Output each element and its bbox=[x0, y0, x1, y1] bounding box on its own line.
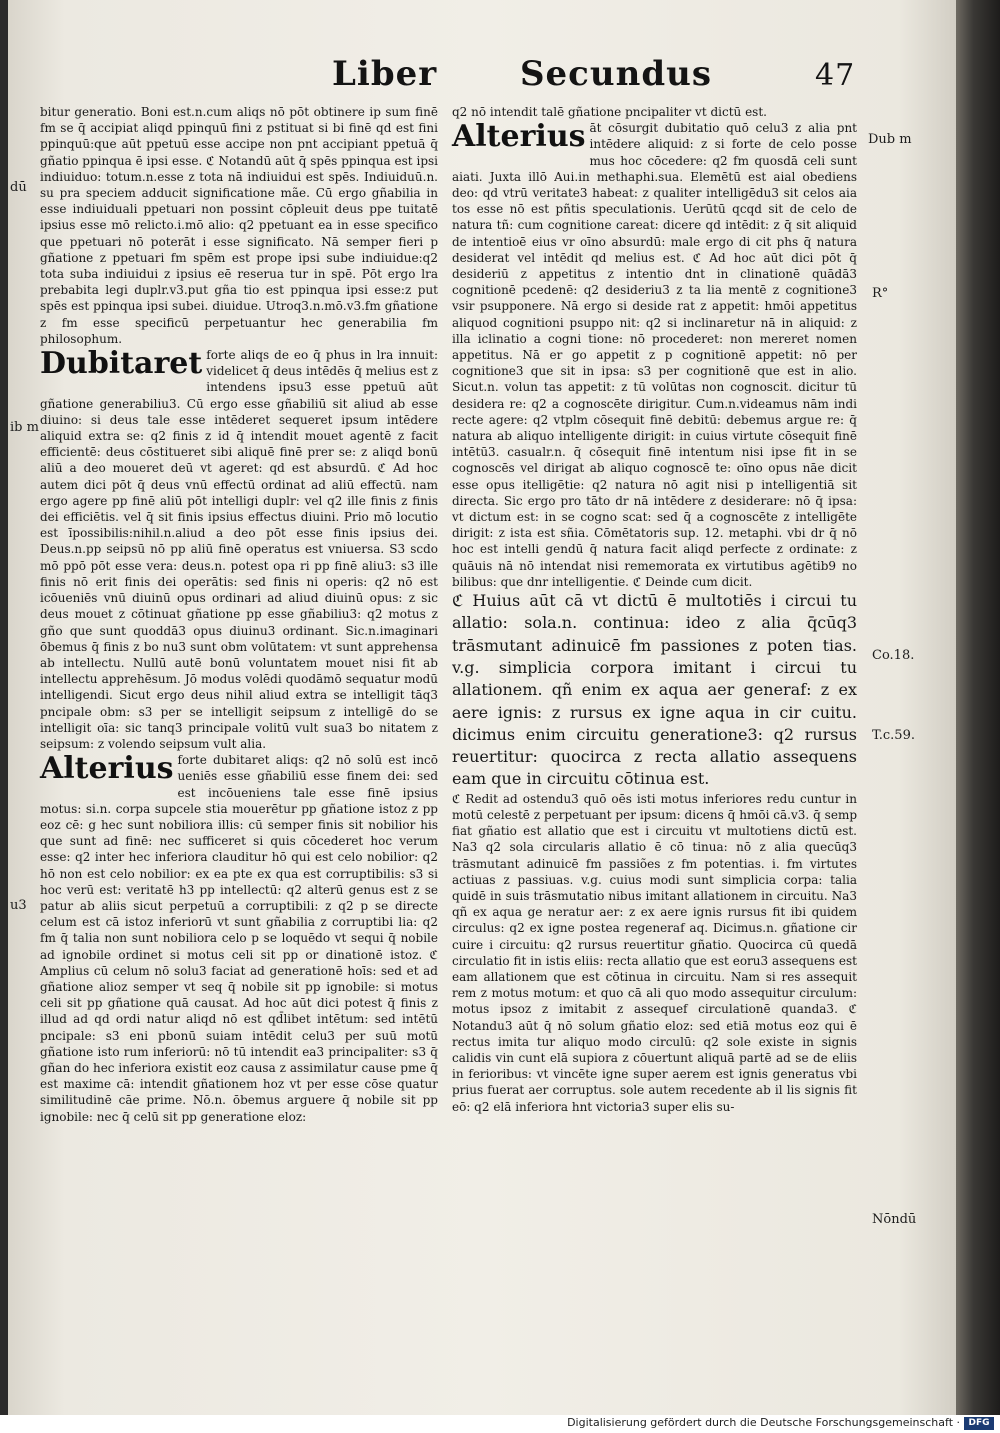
marginal-note: u3 bbox=[10, 898, 27, 913]
marginal-note: R° bbox=[872, 286, 889, 301]
book-edge-left bbox=[0, 0, 8, 1415]
marginal-note: Nōndū bbox=[872, 1212, 917, 1227]
display-initial-alterius: Alterius bbox=[40, 751, 174, 787]
paragraph bbox=[40, 752, 438, 1125]
paragraph bbox=[452, 120, 857, 590]
paragraph bbox=[40, 347, 438, 752]
paragraph-body: forte aliqs de eo q̄ phus in lra innuit: videlicet q̄ deus intēdēs q̄ melius est z intendens ipsu3 esse ppetuū aūt gñatione generabiliu3. Cū ergo esse gñabiliū sit aliud ab esse diuino: si deus tale esse intēderet sequeret ipsum intēdere aliquid extra se: q2 finis z id q̄ intendit mouet agentē z facit efficientē: deus cōstitueret sibi aliquē finē prer se: z aliqd bonū aliū a deo moueret deū vt ageret: qd est absurdū. ℭ Ad hoc autem dici pōt q̄ deus vnū effectū ordinat ad aliū effectū. nam ergo agere pp finē aliū pōt intelligi duplr: vel q2 ille finis z finis dei efficiētis. vel q̄ sit finis ipsius effectus diuini. Prio mō locutio est īpossibilis:nihil.n.aliud a deo pōt esse finis ipsius dei. Deus.n.pp seipsū nō pp aliū finē operatus est vniuersa. S3 scdo mō ppō pōt esse vera: deus.n. potest opa ri pp finē aliu3: s3 ille finis nō erit finis dei operātis: sed finis ni operis: q2 nō est icōueniēs vnū diuinū opus ordinari ad aliud diuinū opus: z sic deus mouet z cōtinuat gñatione pp esse gñabiliu3: q2 motus z gño que sunt quoddā3 opus diuinu3 ordinant. Sic.n.imaginari ōbemus q̄ finis z bo nu3 sunt obm volūtatem: vt sunt apprehensa ab intellectu. Nullū autē bonū voluntatem mouet nisi fit ab intellectu apprehēsum. Jō modus volēdi quodāmō sequatur modū intelligendi. Sicut ergo deus nihil aliud extra se intelligit tāq3 pncipale obm: s3 per se intelligit seipsum z intelligē do se intelligit oīa: sic tanq3 principale volitū vult sua3 bo nitatem z seipsum: z volendo seipsum vult alia. bbox=[40, 348, 438, 751]
paragraph: bitur generatio. Boni est.n.cum aliqs nō pōt obtinere ip sum finē fm se q̄ accipiat aliqd ppinquū fini z pstituat si bi finē qd est fini ppinquū:que aūt ppetuū esse accipe non pnt accipiant ppetuā q̄ gñatio ppinqua ē ipsi esse. ℭ Notandū aūt q̄ spēs ppinqua est ipsi indiuiduo: totum.n.esse z tota nā indiuidui est spēs. Indiuiduū.n. su pra speciem adducit significatione mãe. Cū ergo gñabilia in esse indiuiduali ppetuari non possint cōpleuit deus ppe tuitatē ipsius esse mō relicto.i.mō alio: q2 ppetuant ea in esse specifico que ppetuari nō poterāt i esse significato. Nā semper fieri p gñatione z ppetuari fm spēm est prope ipsi sube indiuidue:q2 tota suba indiuidui z ipsius eē reserua tur in spē. Pōt ergo lra prebabita legi duplr.v3.put gña tio est ppinqua ipsi esse:z put spēs est ppinqua ipsi subei. diuidue. Utroq3.n.mō.v3.fm gñatione z fm esse specificū perpetuantur hec generabilia fm philosophum. bbox=[40, 105, 438, 346]
marginal-note: dū bbox=[10, 180, 27, 195]
paragraph: q2 nō intendit talē gñatione pncipaliter vt dictū est. bbox=[452, 105, 767, 119]
text-column-left bbox=[40, 104, 438, 1125]
marginal-note: Co.18. bbox=[872, 648, 915, 663]
page-number: 47 bbox=[815, 58, 856, 93]
paragraph-body: āt cōsurgit dubitatio quō celu3 z alia pnt intēdere aliquid: z si forte de celo posse mus hoc cōcedere: q2 fm quosdā celi sunt aiati. Juxta illō Aui.in methaphi.sua. Elemētū est aial obediens deo: qd vtrū veritate3 habeat: z qualiter intelligēdu3 sit celos aia tos esse nō est pñtis speculationis. Uerūtū qcqd sit de celo de natura tñ: cum cognitione careat: dicere qd intēdit: z q̄ sit aliquid de intentioē eius vr oīno absurdū: male ergo di cit phs q̄ natura desiderat vel intēdit qd melius est. ℭ Ad hoc aūt dici pōt q̄ desideriū z appetitus z intentio dnt in clinationē quādā3 cognitionē pcedenē: q2 desideriu3 z ta lia mentē z cognitione3 vsir psupponere. Nā ergo si deside rat z appetit: hmōi appetitus aliquod cognitioni psuppo nit: q2 si inclinaretur nā in aliquid: z illa iclinatio a cogni tione: nō procederet: non mereret nomen appetitus. Nā er go appetit z p cognitionē appetit: nō per cognitione3 que sit in ipsa: s3 per cognitionē que est in alio. Sicut.n. volun tas appetit: z tū volūtas non cognoscit. dicitur tū desidera re: q2 a cognoscēte dirigitur. Cum.n.videamus nām indi recte agere: q2 vtplm cōsequit finē debitū: debemus argue re: q̄ natura ab aliquo intelligente dirigit: in cuius virtute cōsequit finē intētū3. casualr.n. q̄ cōsequit finē intentum nisi ipse fit in se cognoscēs vel dirigat ab aliquo cognoscē te: oīno opus nāe dicit esse opus itelligētie: q2 natura nō agit nisi p intelligentiā sit directa. Sic ergo pro tāto dr nā intēdere z desiderare: nō q̄ ipsa: vt dictum est: in se cogno scat: sed q̄ a cognoscēte z intelligēte dirigit: z ista est sñia. Cōmētatoris sup. 12. metaphi. vbi dr q̄ nō hoc est intelli gendū q̄ natura facit aliqd perfecte z ordinate: z quāuis nā nō intendat nisi rememorata ex virtutibus agētib9 no bilibus: que dnr intelligentie. ℭ Deinde cum dicit. bbox=[452, 121, 857, 589]
paragraph-body: forte dubitaret aliqs: q2 nō solū est incō ueniēs esse gñabiliū esse finem dei: sed est incōueniens tale esse finē ipsius motus: si.n. corpa supcele stia mouerētur pp gñatione istoz z pp eoz cē: g hec sunt nobiliora illis: cū semper finis sit nobilior his que sunt ad finē: nec sufficeret si quis cōcederet hoc verum esse: q2 inter hec inferiora clauditur hō qui est celo nobilior: q2 hō non est celo nobilior: ex ea pte ex qua est corruptibilis: s3 si hoc verū est: veritatē h3 pp intellectū: q2 alterū genus est z se patur ab aliis sicut perpetuū a corruptibili: z q2 p se directe celum est cā istoz inferiorū vt sunt gñabilia z corruptibi lia: q2 fm q̄ talia non sunt nobiliora celo p se loquēdo vt sequi q̄ nobile ad ignobile ordinet si motus celi sit pp or dinationē istoz. ℭ Amplius cū celum nō solu3 faciat ad generationē hoīs: sed et ad gñatione alioz semper vt seq q̄ nobile sit pp ignobile: si motus celi sit pp gñatione quā causat. Ad hoc aūt dici potest q̄ finis z illud ad qd ordi natur aliqd nō est qd̄libet intētum: sed intētū pncipale: s3 eni pbonū suiam intēdit celu3 per suū motū gñatione isto rum inferiorū: nō tū intendit ea3 principaliter: s3 q̄ gñan do hec inferiora existit eoz causa z assimilatur cause pme q̄ est maxime cā: intendit gñationem hoz vt per esse cōse quatur similitudinē cāe prime. Nō.n. ōbemus arguere q̄ nobile sit pp ignobile: nec q̄ celū sit pp generatione eloz: bbox=[40, 753, 438, 1124]
marginal-note: Dub m bbox=[868, 132, 912, 147]
running-header-liber: Liber bbox=[332, 54, 438, 94]
book-edge-right bbox=[956, 0, 1000, 1415]
display-initial-alterius: Alterius bbox=[452, 119, 586, 155]
aristotle-text-large: ℭ Huius aūt cā vt dictū ē multotiēs i circui tu allatio: sola.n. continua: ideo z alia q̄cūq3 trāsmutant adinuicē fm passiones z poten tias. v.g. simplicia corpora imitant i circui tu allationem. qñ enim ex aqua aer generaf: z ex aere ignis: z rursus ex igne aqua in cir cuitu. dicimus enim circuitu generatione3: q2 rursus reuertitur: quocirca z recta allatio assequens eam que in circuitu cōtinua est. bbox=[452, 591, 857, 789]
paragraph: ℭ Redit ad ostendu3 quō oēs isti motus inferiores redu cuntur in motū celestē z perpetuant per ipsum: dicens q̄ hmōi cā.v3. q̄ semp fiat gñatio est allatio que est i circuitu vt multotiens dictū est. Na3 q2 sola circularis allatio ē cō tinua: nō z alia quecūq3 trāsmutant adinuicē fm passiões z fm potentias. i. fm virtutes actiuas z passiuas. v.g. cuius modi sunt simplicia corpa: talia quidē in suis trāsmutatio nibus imitant allationem in circuitu. Na3 qñ ex aqua ge neratur aer: z ex aere ignis rursus fit ibi quidem circulus: q2 ex igne postea regeneraf aq. Dicimus.n. gñatione cir cuire i circuitu: q2 rursus reuertitur gñatio. Quocirca cū quedā circulatio fit in istis eliis: recta allatio que est eoru3 assequens est eam allationem que est cōtinua in circuitu. Nam si res assequit rem z motus motum: et quo cā ali quo modo assequitur circulum: motus ipsoz z imitabit z assequef circulationē quanda3. ℭ Notandu3 aūt q̄ nō solum gñatio eloz: sed etiā motus eoz qui ē rectus imita tur aliquo modo circulū: q2 sole existe in signis calidis vin cunt elā supiora z cōuertunt aliquā partē ad se de eliis in ferioribus: vt vincēte igne super aerem est ignis generatus vbi prius fuerat aer corruptus. sole autem recedente ab il lis signis fit eō: q2 elā inferiora hnt victoria3 super elis su- bbox=[452, 791, 857, 1114]
marginal-note: T.c.59. bbox=[872, 728, 915, 743]
funding-credit: Digitalisierung gefördert durch die Deutsche Forschungsgemeinschaft · bbox=[567, 1416, 960, 1429]
display-initial-dubitaret: Dubitaret bbox=[40, 346, 203, 382]
text-column-right bbox=[452, 104, 857, 1115]
running-header-secundus: Secundus bbox=[520, 54, 712, 94]
dfg-logo: DFG bbox=[964, 1417, 994, 1430]
marginal-note: ib m bbox=[10, 420, 39, 435]
